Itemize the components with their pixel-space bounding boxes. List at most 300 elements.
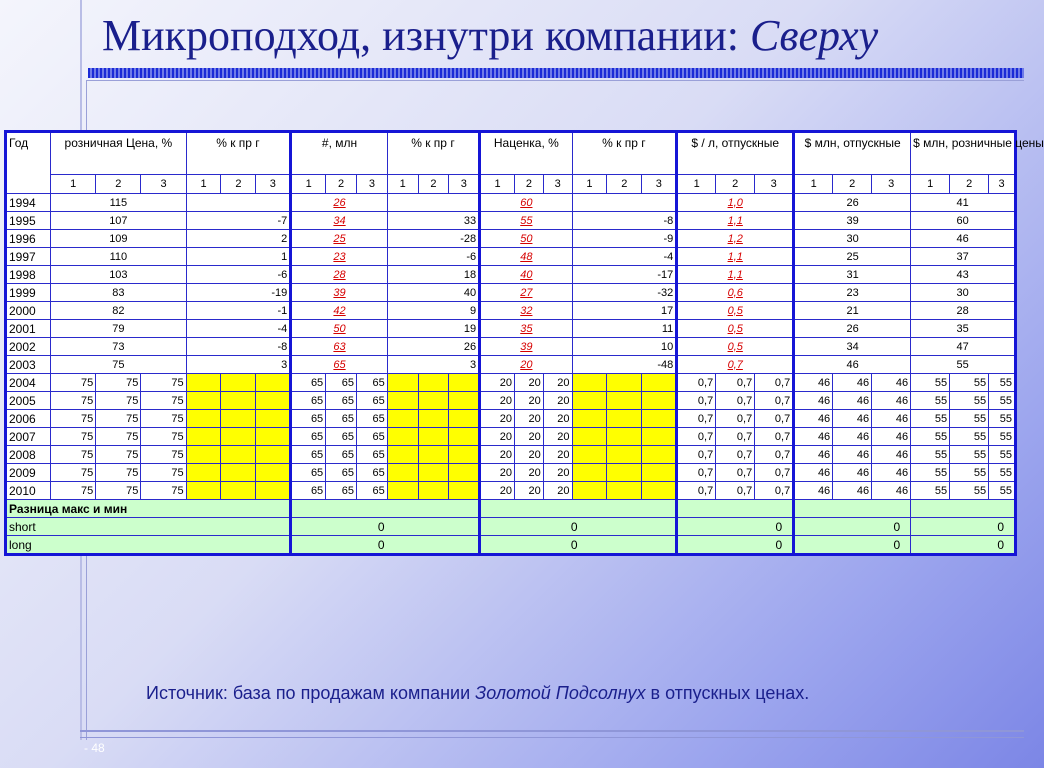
row-year: 2007: [6, 428, 51, 446]
sales-retail-cell: 55: [950, 446, 989, 464]
header-markup-change: % к пр г: [572, 132, 677, 175]
units-change-cell: 9: [387, 302, 479, 320]
markup-change-input[interactable]: [607, 374, 642, 392]
markup-change-cell: 10: [572, 338, 677, 356]
price-per-liter-cell: 0,7: [716, 392, 755, 410]
markup-change-input[interactable]: [642, 374, 677, 392]
diff-markup: 0: [480, 536, 677, 555]
price-change-input[interactable]: [186, 464, 221, 482]
sales-wholesale-cell: 46: [794, 374, 833, 392]
sales-wholesale-cell: 46: [794, 410, 833, 428]
sales-wholesale-cell: 46: [872, 392, 911, 410]
sales-wholesale-cell: 46: [833, 392, 872, 410]
markup-change-input[interactable]: [642, 464, 677, 482]
row-year: 2004: [6, 374, 51, 392]
scenario-col-header: 1: [794, 175, 833, 194]
markup-cell: 20: [515, 410, 544, 428]
price-per-liter-cell: 0,7: [716, 410, 755, 428]
price-per-liter-cell: 0,7: [677, 392, 716, 410]
sales-retail-cell: 55: [950, 464, 989, 482]
units-change-input[interactable]: [449, 392, 480, 410]
units-cell: 65: [356, 374, 387, 392]
price-change-input[interactable]: [221, 464, 256, 482]
retail-price-cell: 75: [141, 374, 186, 392]
price-per-liter-cell: 1,2: [677, 230, 794, 248]
table-row: [6, 194, 1016, 212]
units-cell: 63: [291, 338, 387, 356]
sales-wholesale-cell: 46: [833, 374, 872, 392]
diff-spacer: [480, 500, 677, 518]
price-per-liter-cell: 0,7: [716, 446, 755, 464]
sales-wholesale-cell: 39: [794, 212, 911, 230]
scenario-col-header: 1: [677, 175, 716, 194]
scenario-col-header: 2: [716, 175, 755, 194]
sales-retail-cell: 60: [911, 212, 1016, 230]
units-change-input[interactable]: [387, 410, 418, 428]
header-retail-price: розничная Цена, %: [51, 132, 186, 175]
sales-wholesale-cell: 31: [794, 266, 911, 284]
units-change-input[interactable]: [387, 392, 418, 410]
markup-change-input[interactable]: [642, 428, 677, 446]
units-change-input[interactable]: [449, 464, 480, 482]
units-cell: 65: [326, 482, 357, 500]
price-per-liter-cell: 0,7: [755, 464, 794, 482]
markup-change-input[interactable]: [607, 392, 642, 410]
price-change-cell: 2: [186, 230, 291, 248]
diff-label: Разница макс и мин: [6, 500, 291, 518]
table-row: [6, 230, 1016, 248]
price-change-input[interactable]: [186, 428, 221, 446]
markup-cell: 20: [515, 482, 544, 500]
units-change-cell: 19: [387, 320, 479, 338]
price-per-liter-cell: 1,1: [677, 266, 794, 284]
row-year: 1999: [6, 284, 51, 302]
markup-cell: 20: [543, 428, 572, 446]
markup-cell: 48: [480, 248, 572, 266]
diff-spacer: [291, 500, 480, 518]
markup-cell: 20: [515, 464, 544, 482]
units-change-input[interactable]: [449, 446, 480, 464]
markup-change-input[interactable]: [607, 464, 642, 482]
units-change-input[interactable]: [418, 410, 449, 428]
frame-bottom-line-2: [80, 737, 1024, 738]
header-sales-retail: $ млн, розничные цены: [911, 132, 1016, 175]
table-row: [6, 356, 1016, 374]
sales-retail-cell: 28: [911, 302, 1016, 320]
sales-wholesale-cell: 26: [794, 194, 911, 212]
table-row: [6, 212, 1016, 230]
price-change-input[interactable]: [256, 392, 291, 410]
retail-price-cell: 75: [51, 410, 96, 428]
price-change-input[interactable]: [221, 374, 256, 392]
sales-retail-cell: 55: [989, 446, 1016, 464]
markup-cell: 40: [480, 266, 572, 284]
sales-retail-cell: 30: [911, 284, 1016, 302]
diff-header-row: [6, 500, 1016, 518]
markup-cell: 20: [543, 410, 572, 428]
retail-price-cell: 75: [51, 464, 96, 482]
markup-change-input[interactable]: [572, 446, 607, 464]
units-cell: 65: [326, 446, 357, 464]
price-change-input[interactable]: [186, 392, 221, 410]
price-per-liter-cell: 0,5: [677, 302, 794, 320]
markup-cell: 20: [480, 374, 515, 392]
units-change-cell: 3: [387, 356, 479, 374]
retail-price-cell: 103: [51, 266, 186, 284]
row-year: 2010: [6, 482, 51, 500]
units-change-input[interactable]: [387, 446, 418, 464]
price-change-input[interactable]: [186, 374, 221, 392]
markup-change-input[interactable]: [607, 410, 642, 428]
scenario-col-header: 2: [326, 175, 357, 194]
units-cell: 65: [291, 392, 326, 410]
retail-price-cell: 75: [51, 446, 96, 464]
units-change-cell: [387, 194, 479, 212]
markup-change-input[interactable]: [642, 482, 677, 500]
scenario-col-header: 3: [755, 175, 794, 194]
header-row-groups: [6, 132, 1016, 175]
retail-price-cell: 75: [96, 446, 141, 464]
retail-price-cell: 75: [51, 482, 96, 500]
title-underline-bar: [88, 68, 1024, 78]
sales-retail-cell: 55: [950, 392, 989, 410]
sales-wholesale-cell: 46: [833, 410, 872, 428]
markup-change-input[interactable]: [572, 482, 607, 500]
price-per-liter-cell: 0,7: [716, 464, 755, 482]
sales-wholesale-cell: 30: [794, 230, 911, 248]
markup-change-input[interactable]: [572, 374, 607, 392]
row-year: 1994: [6, 194, 51, 212]
diff-row-label: short: [6, 518, 291, 536]
diff-sales-wholesale: 0: [794, 536, 911, 555]
price-change-input[interactable]: [256, 464, 291, 482]
price-per-liter-cell: 0,7: [755, 428, 794, 446]
markup-cell: 20: [480, 428, 515, 446]
units-cell: 65: [356, 410, 387, 428]
units-change-cell: 18: [387, 266, 479, 284]
scenario-col-header: 3: [543, 175, 572, 194]
table-row: [6, 446, 1016, 464]
sales-wholesale-cell: 46: [872, 482, 911, 500]
sales-wholesale-cell: 46: [794, 482, 833, 500]
markup-change-input[interactable]: [607, 428, 642, 446]
diff-sales-wholesale: 0: [794, 518, 911, 536]
retail-price-cell: 75: [51, 428, 96, 446]
markup-change-input[interactable]: [572, 410, 607, 428]
diff-row-label: long: [6, 536, 291, 555]
units-change-input[interactable]: [418, 428, 449, 446]
diff-row-long: [6, 536, 1016, 555]
data-table-container: [4, 130, 1044, 580]
units-change-input[interactable]: [418, 482, 449, 500]
units-change-cell: -6: [387, 248, 479, 266]
markup-change-input[interactable]: [607, 482, 642, 500]
markup-change-input[interactable]: [642, 446, 677, 464]
retail-price-cell: 75: [51, 392, 96, 410]
table-row: [6, 482, 1016, 500]
retail-price-cell: 75: [51, 374, 96, 392]
sales-retail-cell: 55: [989, 410, 1016, 428]
scenario-col-header: 1: [51, 175, 96, 194]
sales-retail-cell: 35: [911, 320, 1016, 338]
sales-wholesale-cell: 46: [794, 428, 833, 446]
price-change-input[interactable]: [256, 482, 291, 500]
units-change-input[interactable]: [418, 374, 449, 392]
retail-price-cell: 75: [51, 356, 186, 374]
price-change-input[interactable]: [221, 482, 256, 500]
price-change-cell: -1: [186, 302, 291, 320]
price-change-input[interactable]: [256, 410, 291, 428]
markup-change-input[interactable]: [642, 410, 677, 428]
retail-price-cell: 79: [51, 320, 186, 338]
price-change-cell: -6: [186, 266, 291, 284]
units-change-input[interactable]: [449, 428, 480, 446]
markup-cell: 50: [480, 230, 572, 248]
header-price-per-liter: $ / л, отпускные: [677, 132, 794, 175]
sales-retail-cell: 55: [950, 428, 989, 446]
table-row: [6, 374, 1016, 392]
units-change-input[interactable]: [387, 464, 418, 482]
markup-change-input[interactable]: [642, 392, 677, 410]
header-sales-wholesale: $ млн, отпускные: [794, 132, 911, 175]
price-change-cell: 3: [186, 356, 291, 374]
retail-price-cell: 75: [96, 428, 141, 446]
row-year: 2006: [6, 410, 51, 428]
price-change-input[interactable]: [256, 374, 291, 392]
price-per-liter-cell: 0,7: [755, 410, 794, 428]
units-cell: 23: [291, 248, 387, 266]
units-cell: 65: [326, 410, 357, 428]
diff-sales-retail: 0: [911, 536, 1016, 555]
price-per-liter-cell: 0,7: [677, 446, 716, 464]
units-change-input[interactable]: [449, 374, 480, 392]
scenario-col-header: 3: [141, 175, 186, 194]
markup-change-input[interactable]: [572, 464, 607, 482]
scenario-col-header: 2: [607, 175, 642, 194]
header-price-change: % к пр г: [186, 132, 291, 175]
source-note: [146, 683, 809, 704]
units-cell: 25: [291, 230, 387, 248]
scenario-col-header: 3: [356, 175, 387, 194]
retail-price-cell: 75: [141, 482, 186, 500]
row-year: 1998: [6, 266, 51, 284]
diff-spacer: [677, 500, 794, 518]
scenario-col-header: 2: [96, 175, 141, 194]
sales-retail-cell: 55: [911, 392, 950, 410]
price-per-liter-cell: 0,6: [677, 284, 794, 302]
units-cell: 65: [356, 428, 387, 446]
price-change-cell: -4: [186, 320, 291, 338]
units-cell: 39: [291, 284, 387, 302]
price-per-liter-cell: 0,7: [677, 428, 716, 446]
sales-retail-cell: 55: [989, 392, 1016, 410]
header-units-change: % к пр г: [387, 132, 479, 175]
sales-wholesale-cell: 21: [794, 302, 911, 320]
frame-bottom-line: [80, 730, 1024, 732]
table-row: [6, 410, 1016, 428]
retail-price-cell: 75: [141, 428, 186, 446]
sales-wholesale-cell: 26: [794, 320, 911, 338]
sales-wholesale-cell: 46: [794, 446, 833, 464]
header-markup: Наценка, %: [480, 132, 572, 175]
markup-change-cell: 11: [572, 320, 677, 338]
retail-price-cell: 75: [96, 392, 141, 410]
row-year: 1997: [6, 248, 51, 266]
table-row: [6, 284, 1016, 302]
sales-retail-cell: 41: [911, 194, 1016, 212]
diff-price-per-liter: 0: [677, 536, 794, 555]
units-cell: 50: [291, 320, 387, 338]
retail-price-cell: 75: [141, 464, 186, 482]
price-per-liter-cell: 1,1: [677, 212, 794, 230]
markup-change-input[interactable]: [572, 392, 607, 410]
title-emphasis: Сверху: [750, 11, 879, 60]
row-year: 2000: [6, 302, 51, 320]
units-cell: 65: [326, 374, 357, 392]
units-cell: 65: [291, 428, 326, 446]
units-cell: 65: [291, 356, 387, 374]
markup-cell: 55: [480, 212, 572, 230]
table-row: [6, 266, 1016, 284]
sales-retail-cell: 55: [989, 482, 1016, 500]
diff-sales-retail: 0: [911, 518, 1016, 536]
markup-cell: 20: [543, 392, 572, 410]
retail-price-cell: 115: [51, 194, 186, 212]
price-change-input[interactable]: [256, 428, 291, 446]
markup-change-cell: [572, 194, 677, 212]
units-change-input[interactable]: [418, 392, 449, 410]
price-change-input[interactable]: [186, 482, 221, 500]
units-cell: 65: [291, 374, 326, 392]
slide-title: [102, 10, 878, 61]
retail-price-cell: 73: [51, 338, 186, 356]
markup-cell: 20: [515, 446, 544, 464]
price-change-input[interactable]: [221, 428, 256, 446]
table-body: [6, 132, 1044, 555]
markup-cell: 20: [480, 482, 515, 500]
table-row: [6, 302, 1016, 320]
units-cell: 65: [326, 392, 357, 410]
markup-change-cell: -17: [572, 266, 677, 284]
units-change-input[interactable]: [387, 374, 418, 392]
units-change-input[interactable]: [449, 410, 480, 428]
units-change-input[interactable]: [387, 482, 418, 500]
markup-cell: 39: [480, 338, 572, 356]
row-year: 2003: [6, 356, 51, 374]
scenario-col-header: 3: [642, 175, 677, 194]
units-cell: 65: [356, 464, 387, 482]
diff-spacer: [794, 500, 911, 518]
row-year: 1996: [6, 230, 51, 248]
scenario-col-header: 2: [515, 175, 544, 194]
sales-retail-cell: 55: [911, 428, 950, 446]
scenario-col-header: 2: [221, 175, 256, 194]
price-change-input[interactable]: [221, 446, 256, 464]
units-change-cell: 40: [387, 284, 479, 302]
price-per-liter-cell: 0,7: [755, 446, 794, 464]
price-change-cell: -19: [186, 284, 291, 302]
scenario-col-header: 2: [950, 175, 989, 194]
frame-top-line: [86, 80, 1024, 81]
row-year: 2005: [6, 392, 51, 410]
markup-cell: 27: [480, 284, 572, 302]
units-cell: 65: [326, 464, 357, 482]
sales-wholesale-cell: 46: [872, 410, 911, 428]
sales-wholesale-cell: 46: [794, 392, 833, 410]
units-cell: 65: [326, 428, 357, 446]
sales-wholesale-cell: 23: [794, 284, 911, 302]
price-change-input[interactable]: [186, 410, 221, 428]
price-change-input[interactable]: [221, 410, 256, 428]
markup-cell: 35: [480, 320, 572, 338]
diff-row-short: [6, 518, 1016, 536]
retail-price-cell: 109: [51, 230, 186, 248]
price-change-input[interactable]: [186, 446, 221, 464]
scenario-col-header: 2: [418, 175, 449, 194]
table-row: [6, 248, 1016, 266]
units-cell: 65: [291, 482, 326, 500]
diff-price-per-liter: 0: [677, 518, 794, 536]
retail-price-cell: 83: [51, 284, 186, 302]
scenario-col-header: 1: [480, 175, 515, 194]
price-per-liter-cell: 0,7: [755, 374, 794, 392]
sales-retail-cell: 55: [911, 464, 950, 482]
price-per-liter-cell: 0,5: [677, 338, 794, 356]
price-per-liter-cell: 1,0: [677, 194, 794, 212]
sales-wholesale-cell: 46: [833, 482, 872, 500]
markup-cell: 20: [515, 392, 544, 410]
price-per-liter-cell: 0,5: [677, 320, 794, 338]
markup-cell: 20: [543, 464, 572, 482]
sales-retail-cell: 55: [911, 374, 950, 392]
markup-cell: 20: [543, 374, 572, 392]
retail-price-cell: 75: [141, 392, 186, 410]
units-change-input[interactable]: [418, 464, 449, 482]
table-row: [6, 464, 1016, 482]
price-change-input[interactable]: [221, 392, 256, 410]
data-table: [4, 130, 1044, 556]
units-change-cell: -28: [387, 230, 479, 248]
markup-change-input[interactable]: [572, 428, 607, 446]
units-cell: 28: [291, 266, 387, 284]
markup-cell: 20: [480, 356, 572, 374]
units-cell: 34: [291, 212, 387, 230]
units-change-input[interactable]: [449, 482, 480, 500]
units-cell: 26: [291, 194, 387, 212]
sales-retail-cell: 55: [911, 356, 1016, 374]
sales-retail-cell: 55: [989, 374, 1016, 392]
scenario-col-header: 3: [872, 175, 911, 194]
scenario-col-header: 1: [291, 175, 326, 194]
price-change-input[interactable]: [256, 446, 291, 464]
price-per-liter-cell: 0,7: [755, 392, 794, 410]
diff-spacer: [911, 500, 1016, 518]
units-change-input[interactable]: [418, 446, 449, 464]
units-change-input[interactable]: [387, 428, 418, 446]
markup-change-input[interactable]: [607, 446, 642, 464]
units-cell: 65: [291, 410, 326, 428]
markup-cell: 20: [480, 446, 515, 464]
markup-change-cell: 17: [572, 302, 677, 320]
diff-units: 0: [291, 518, 480, 536]
price-per-liter-cell: 0,7: [677, 410, 716, 428]
price-per-liter-cell: 0,7: [677, 374, 716, 392]
sales-wholesale-cell: 46: [833, 464, 872, 482]
markup-cell: 20: [515, 428, 544, 446]
price-per-liter-cell: 0,7: [716, 428, 755, 446]
header-row-scenarios: [6, 175, 1016, 194]
units-change-cell: 26: [387, 338, 479, 356]
